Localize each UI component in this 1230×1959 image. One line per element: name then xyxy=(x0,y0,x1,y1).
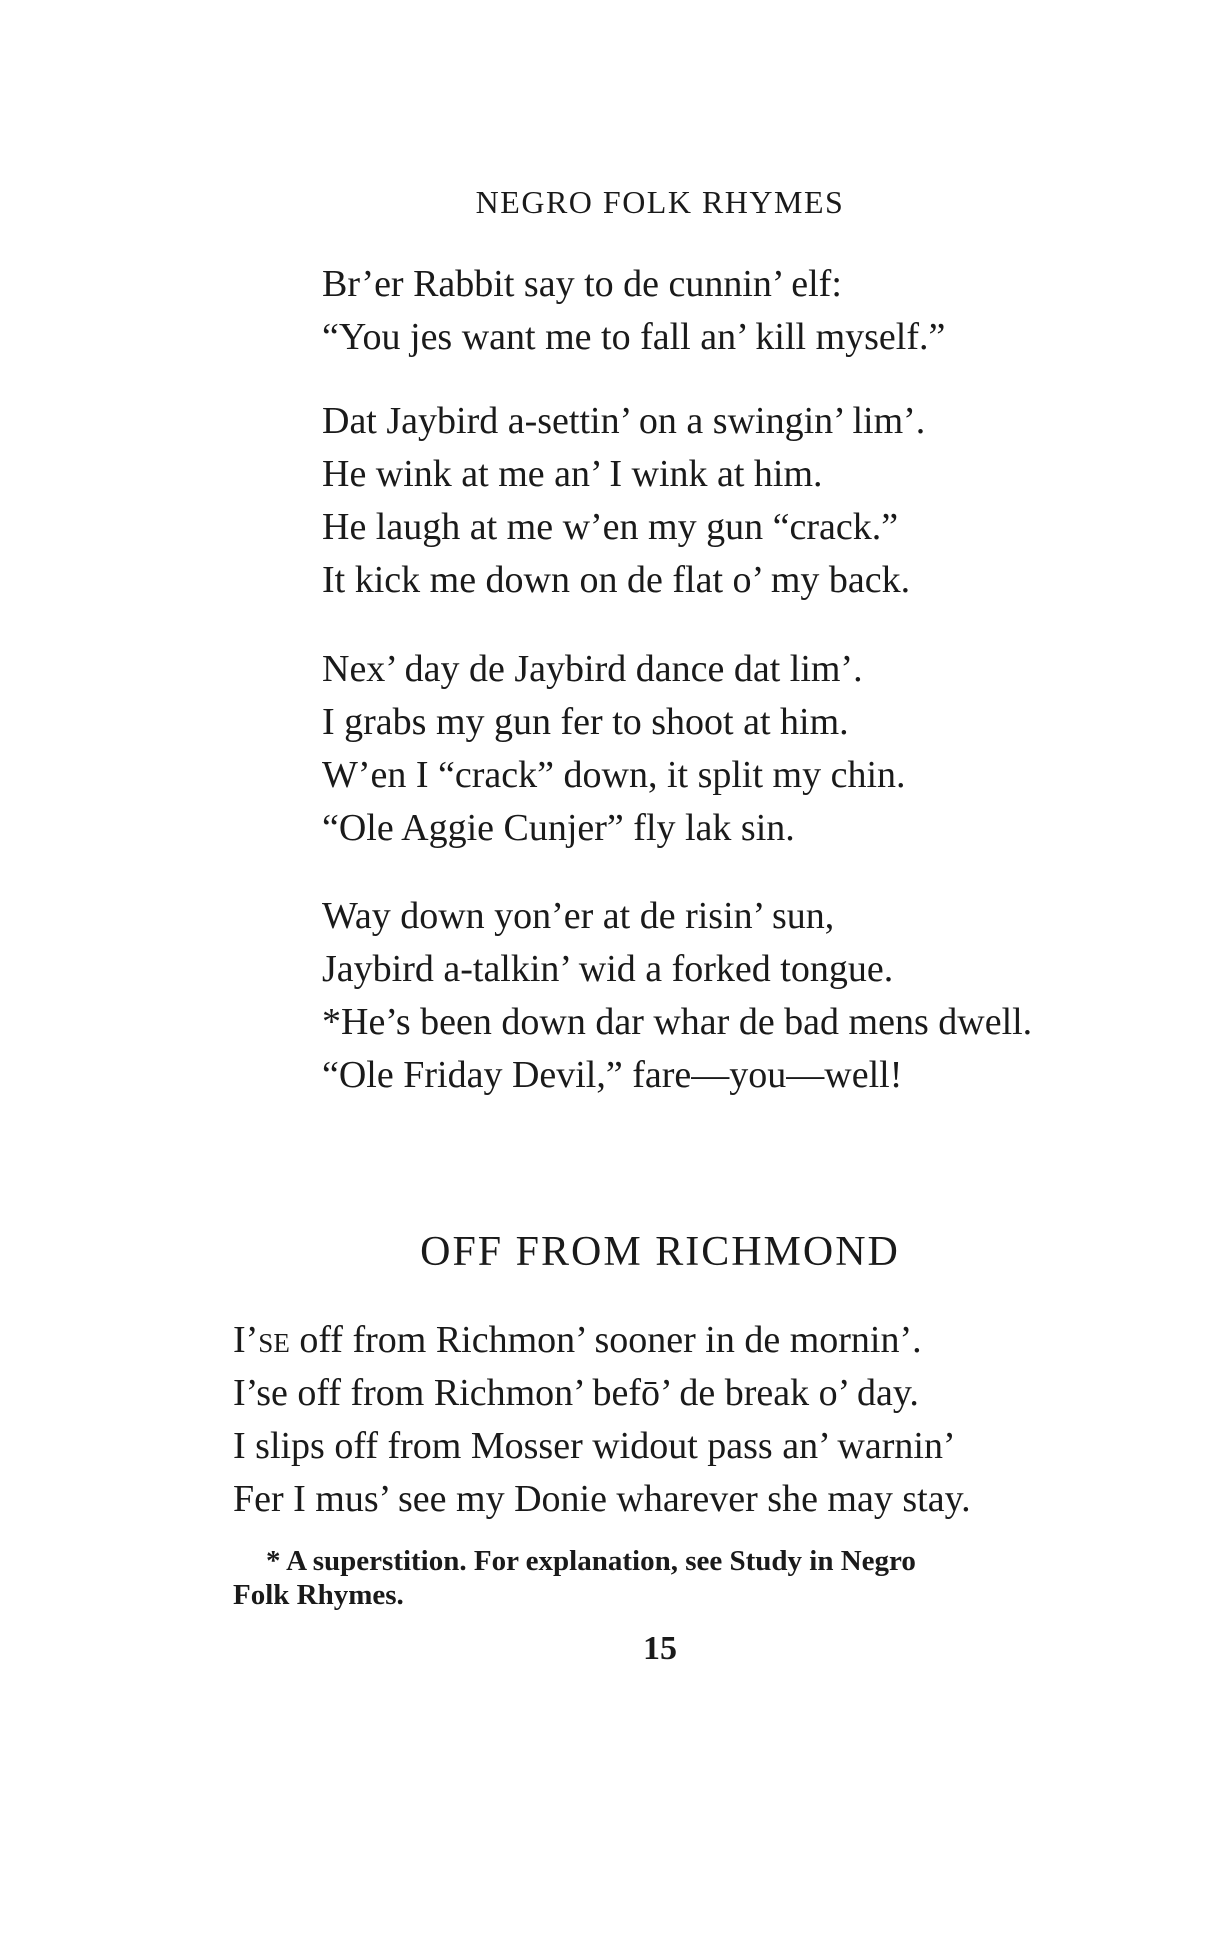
opening-line-rest: off from Richmon’ sooner in de mornin’. xyxy=(289,1319,922,1361)
verse-line: He wink at me an’ I wink at him. xyxy=(322,453,823,495)
stanza-3 xyxy=(322,643,906,855)
verse-line: Fer I mus’ see my Donie wharever she may stay. xyxy=(233,1478,971,1520)
verse-line: He laugh at me w’en my gun “crack.” xyxy=(322,506,899,548)
page-number: 15 xyxy=(643,1630,677,1667)
stanza-1 xyxy=(322,258,945,364)
verse-line xyxy=(233,1314,971,1367)
verse-line: It kick me down on de flat o’ my back. xyxy=(322,559,911,601)
verse-line: I grabs my gun fer to shoot at him. xyxy=(322,701,849,743)
stanza-4 xyxy=(322,890,1032,1102)
stanza-2 xyxy=(322,395,925,607)
verse-line: Way down yon’er at de risin’ sun, xyxy=(322,895,835,937)
verse-line: Nex’ day de Jaybird dance dat lim’. xyxy=(322,648,863,690)
verse-line: Br’er Rabbit say to de cunnin’ elf: xyxy=(322,263,842,305)
verse-line: I’se off from Richmon’ befō’ de break o’ day. xyxy=(233,1372,919,1414)
verse-line: Dat Jaybird a-settin’ on a swingin’ lim’. xyxy=(322,400,926,442)
section-title: OFF FROM RICHMOND xyxy=(420,1229,900,1275)
verse-line: Jaybird a-talkin’ wid a forked tongue. xyxy=(322,948,894,990)
verse-line: I slips off from Mosser widout pass an’ warnin’ xyxy=(233,1425,956,1467)
verse-line: W’en I “crack” down, it split my chin. xyxy=(322,754,906,796)
footnote-line: Folk Rhymes. xyxy=(233,1579,404,1611)
verse-line: “Ole Aggie Cunjer” fly lak sin. xyxy=(322,807,795,849)
footnote xyxy=(233,1544,1133,1612)
running-head: NEGRO FOLK RHYMES xyxy=(475,184,845,220)
verse-line: *He’s been down dar whar de bad mens dwell. xyxy=(322,1001,1033,1043)
poem-off-from-richmond xyxy=(233,1314,971,1526)
verse-line: “Ole Friday Devil,” fare—you—well! xyxy=(322,1054,903,1096)
opening-word: I’se xyxy=(233,1319,290,1361)
verse-line: “You jes want me to fall an’ kill myself.” xyxy=(322,316,946,358)
footnote-line: * A superstition. For explanation, see Study in Negro xyxy=(266,1545,916,1577)
